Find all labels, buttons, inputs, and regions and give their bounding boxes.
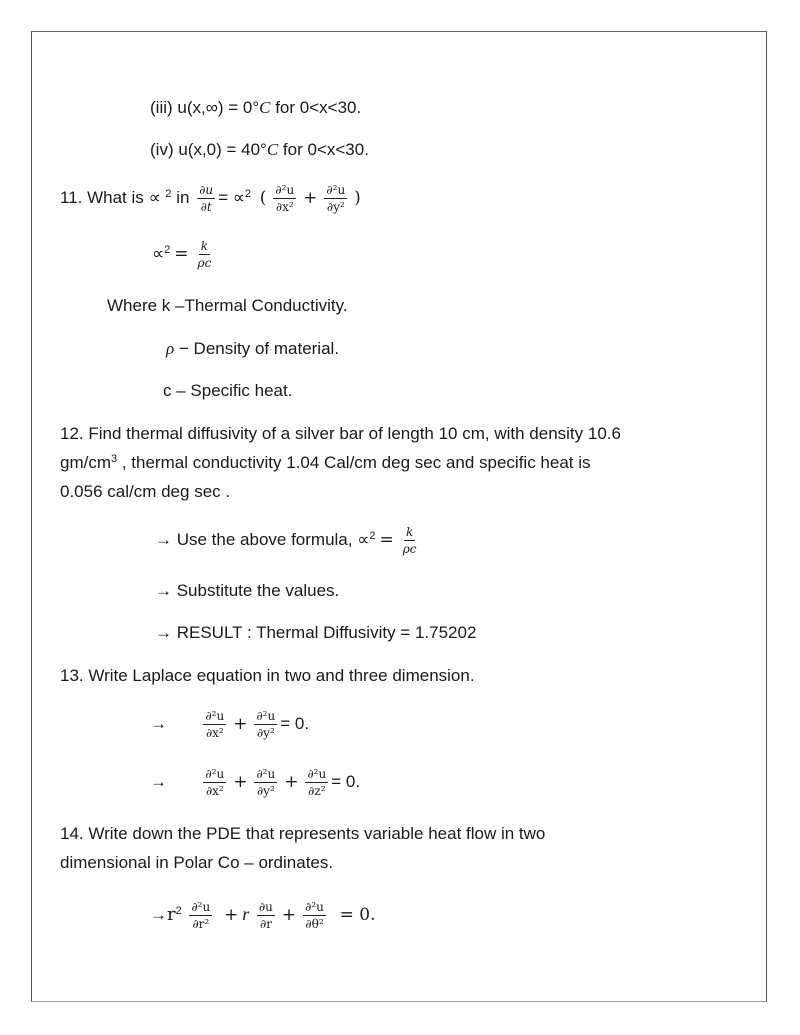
numerator: ∂u [199, 183, 214, 198]
step-result: → RESULT : Thermal Diffusivity = 1.75202 [155, 623, 477, 642]
fraction-d2u-dy2 [254, 767, 277, 798]
fraction-k-rho-c [196, 239, 214, 270]
question-12-line-2 [60, 453, 591, 473]
c-definition: c – Specific heat. [163, 381, 293, 400]
superscript: 2 [165, 188, 172, 200]
numerator: ∂²u [256, 709, 276, 724]
formula-alpha-squared [152, 238, 216, 270]
polar-pde-equation [150, 896, 376, 933]
denominator: ∂x² [205, 726, 224, 741]
numerator: ∂²u [205, 767, 225, 782]
condition-iv [150, 140, 369, 160]
equals-sign: = [379, 530, 394, 550]
alpha-symbol: ∝ [152, 244, 165, 263]
fraction-d2u-dx2 [203, 767, 226, 798]
numerator: ∂²u [326, 183, 346, 198]
question-text: gm/cm [60, 453, 111, 472]
numerator: ∂²u [256, 767, 276, 782]
question-11 [60, 182, 365, 216]
superscript: 2 [369, 530, 376, 542]
question-14-line-2: dimensional in Polar Co – ordinates. [60, 853, 334, 872]
where-k-definition: Where k –Thermal Conductivity. [107, 296, 348, 315]
unit-symbol: C [266, 140, 279, 159]
denominator: ∂x² [205, 784, 224, 799]
fraction-d2u-dx2 [203, 709, 226, 740]
open-paren: ( [259, 188, 267, 208]
denominator: ∂y² [326, 200, 345, 215]
numerator: ∂²u [191, 900, 211, 915]
equals-alpha: = ∝ [218, 188, 245, 207]
plus-sign: + [284, 772, 299, 792]
superscript: 2 [244, 188, 252, 200]
superscript: 2 [164, 244, 171, 256]
fraction-d2u-dz2 [305, 767, 328, 798]
condition-text: (iv) u(x,0) = 40° [150, 140, 267, 159]
plus-sign: + [233, 714, 248, 734]
condition-range: for 0<x<30. [278, 140, 369, 159]
denominator: ∂x² [275, 200, 294, 215]
r-symbol: r [242, 904, 250, 924]
question-12-line-3: 0.056 cal/cm deg sec . [60, 482, 231, 501]
fraction-k-rho-c [401, 525, 419, 556]
denominator: ∂y² [256, 784, 275, 799]
close-paren: ) [354, 188, 361, 208]
question-13: 13. Write Laplace equation in two and three dimension. [60, 666, 475, 685]
denominator: ρc [402, 542, 417, 557]
question-text: 11. What is ∝ [60, 188, 161, 207]
fraction-d2u-dtheta2 [303, 900, 326, 931]
laplace-2d-equation [150, 706, 309, 742]
equals-zero: = 0. [339, 905, 376, 925]
definition-text: − Density of material. [174, 339, 340, 358]
denominator: ∂r [259, 917, 272, 932]
fraction-du-dr [257, 900, 275, 931]
numerator: ∂²u [307, 767, 327, 782]
question-text: in [171, 188, 195, 207]
equals-zero: = 0. [331, 772, 361, 791]
numerator: ∂²u [305, 900, 324, 915]
step-substitute: → Substitute the values. [155, 581, 340, 600]
superscript: 3 [111, 453, 118, 465]
denominator: ∂t [200, 200, 212, 215]
question-text: , thermal conductivity 1.04 Cal/cm deg sec and specific heat is [117, 453, 591, 472]
rho-symbol: ρ [166, 339, 175, 358]
denominator: ∂θ² [305, 917, 324, 932]
equals-zero: = 0. [280, 714, 310, 733]
fraction-d2u-dr2 [189, 900, 212, 931]
r-symbol: r [167, 904, 176, 925]
condition-range: for 0<x<30. [270, 98, 362, 117]
denominator: ∂z² [308, 784, 326, 799]
plus-sign: + [303, 188, 318, 208]
fraction-d2u-dy2 [324, 183, 347, 214]
arrow-icon: → [150, 905, 167, 924]
unit-symbol: C [259, 98, 271, 117]
fraction-d2u-dy2 [254, 709, 277, 740]
superscript: 2 [175, 905, 182, 917]
condition-iii [150, 98, 361, 118]
numerator: k [405, 525, 414, 540]
numerator: ∂²u [275, 183, 295, 198]
fraction-du-dt [197, 183, 215, 214]
plus-sign: + [223, 905, 239, 925]
laplace-3d-equation [150, 764, 360, 800]
question-14-line-1: 14. Write down the PDE that represents variable heat flow in two [60, 824, 546, 843]
denominator: ∂r² [192, 917, 210, 932]
denominator: ∂y² [256, 726, 275, 741]
step-use-formula [155, 524, 422, 556]
question-12-line-1: 12. Find thermal diffusivity of a silver bar of length 10 cm, with density 10.6 [60, 424, 621, 443]
arrow-icon: → [150, 714, 167, 733]
condition-text: (iii) u(x,∞) = 0° [150, 98, 260, 117]
equals-sign: = [174, 244, 189, 264]
plus-sign: + [233, 772, 248, 792]
arrow-icon: → [150, 772, 167, 791]
step-text: → Use the above formula, ∝ [155, 530, 370, 549]
denominator: ρc [197, 256, 212, 271]
numerator: k [200, 239, 209, 254]
plus-sign: + [281, 905, 297, 925]
numerator: ∂u [258, 900, 273, 915]
rho-definition [166, 339, 339, 359]
numerator: ∂²u [205, 709, 225, 724]
fraction-d2u-dx2 [273, 183, 296, 214]
